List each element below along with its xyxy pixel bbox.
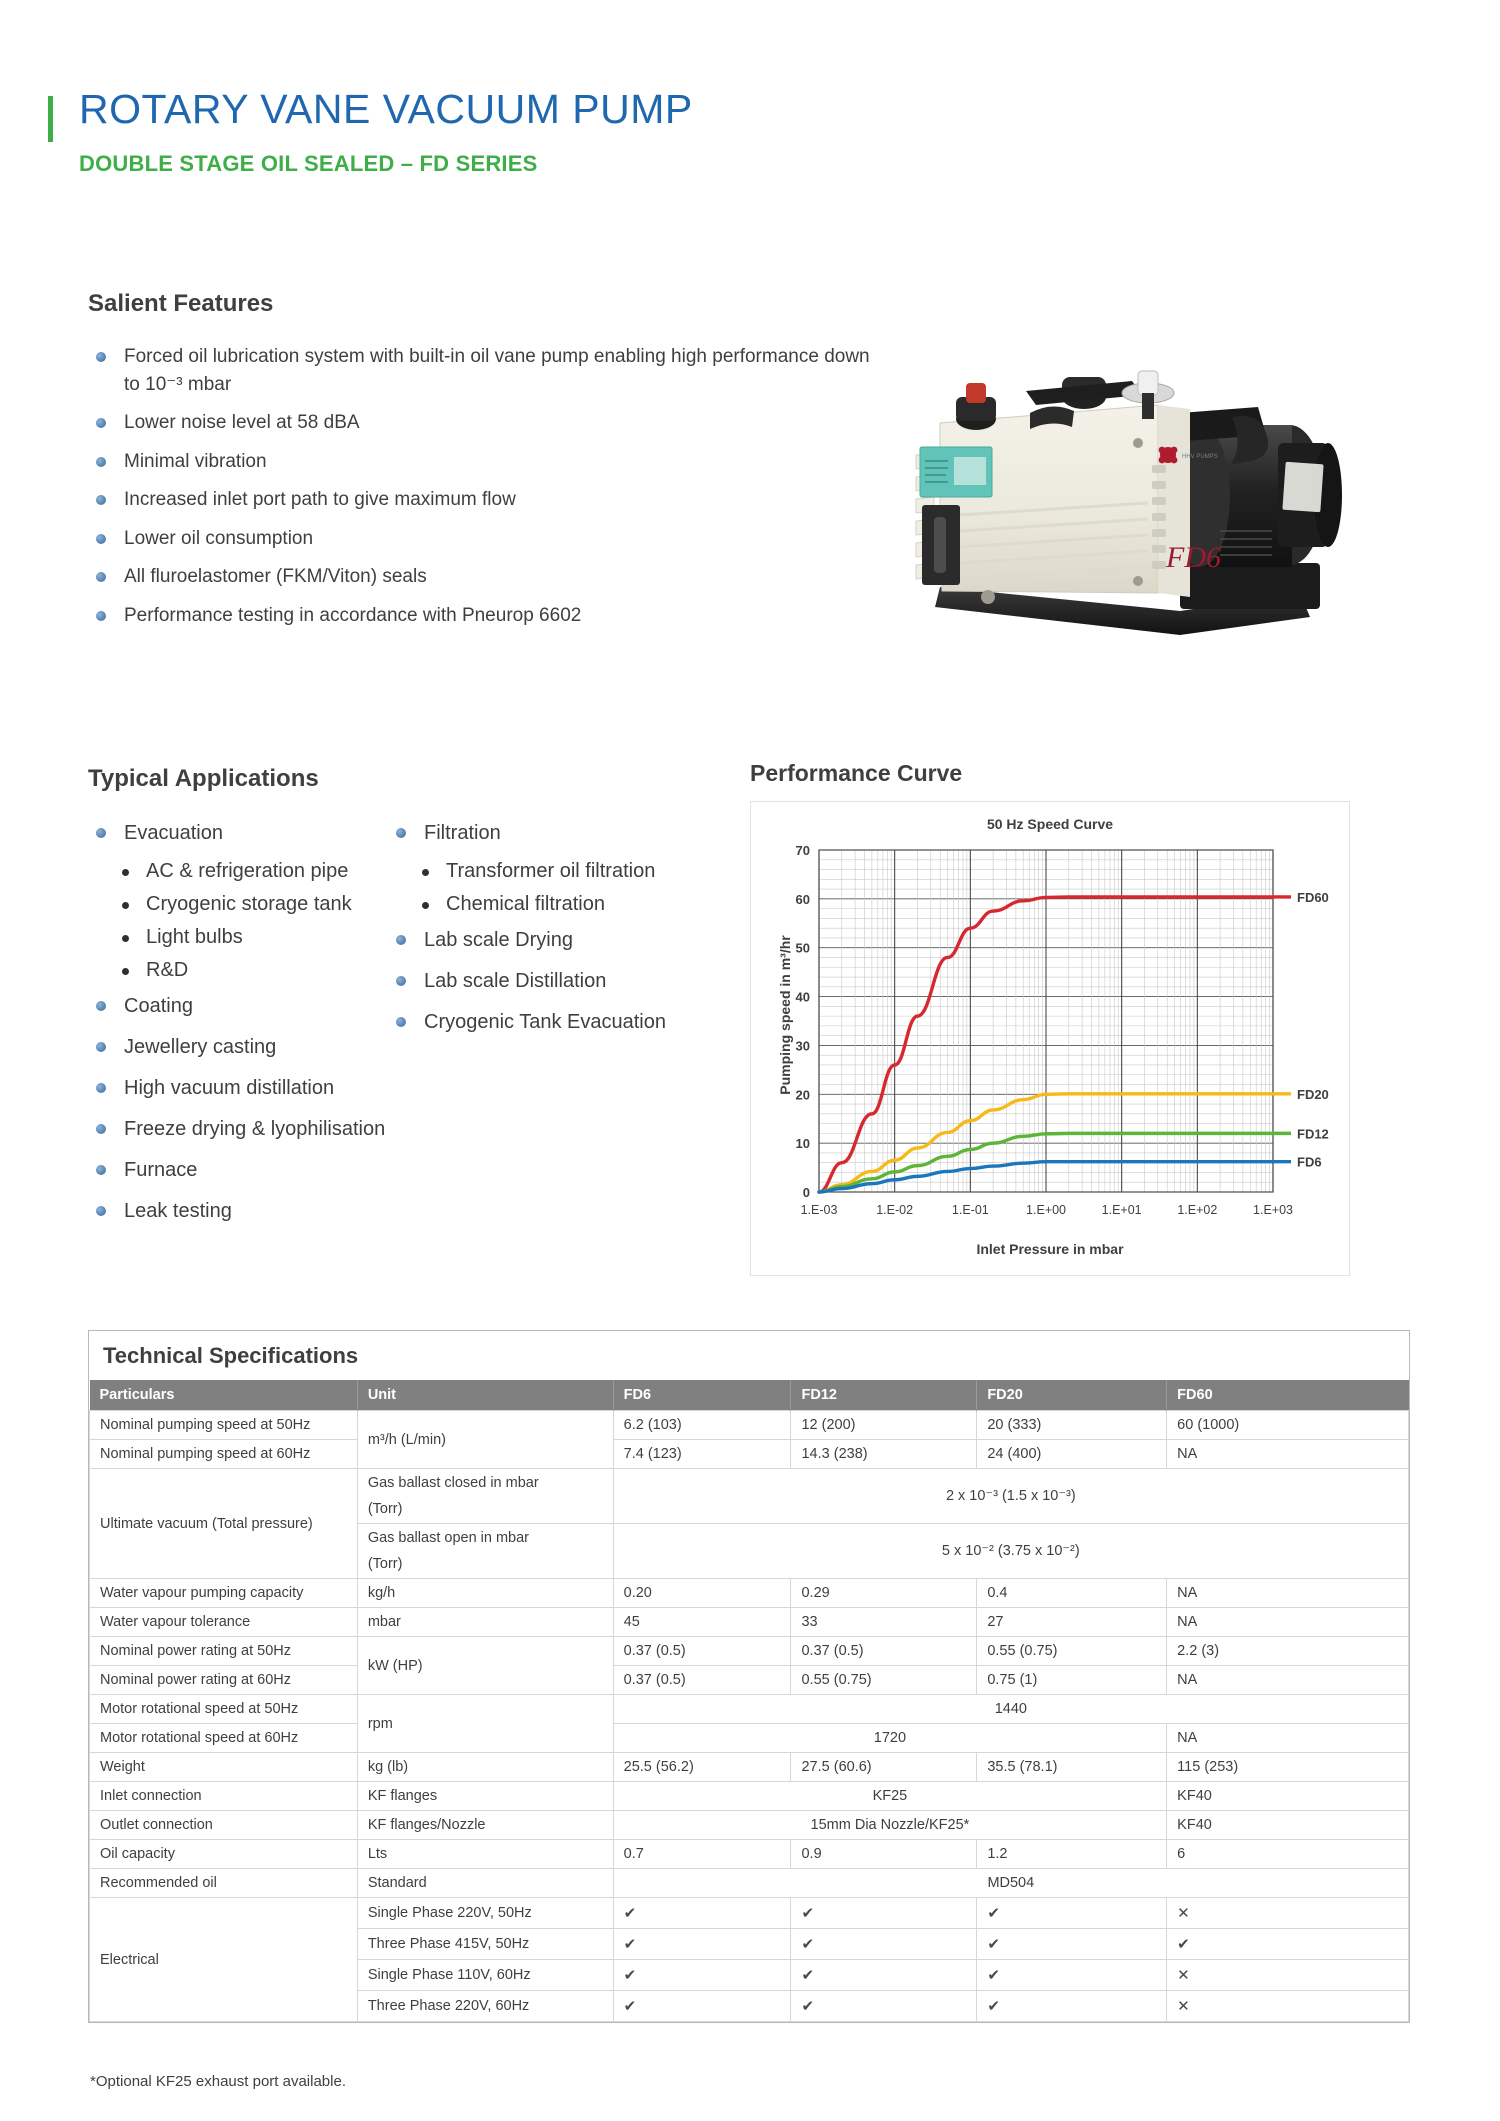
- cell-fd12: [791, 1991, 977, 2022]
- cell-unit: Lts: [357, 1840, 613, 1869]
- cell-fd6: [613, 1991, 791, 2022]
- y-tick-label: 0: [802, 1185, 810, 1200]
- cell-unit: mbar: [357, 1608, 613, 1637]
- check-icon: ✔: [987, 1905, 1000, 1922]
- subbullet-icon: [122, 968, 129, 975]
- cell-fd12: [791, 1929, 977, 1960]
- x-tick-label: 1.E+00: [1026, 1203, 1066, 1217]
- application-item: [88, 1197, 388, 1226]
- y-tick-label: 30: [795, 1038, 810, 1054]
- table-row: [90, 1695, 1409, 1724]
- application-label: High vacuum distillation: [124, 1077, 335, 1099]
- table-row: [90, 1440, 1409, 1469]
- table-row: [90, 1869, 1409, 1898]
- cell-fd20: [977, 1929, 1167, 1960]
- col-fd20: FD20: [977, 1380, 1167, 1411]
- bullet-icon: [96, 1165, 106, 1175]
- check-icon: ✔: [623, 1998, 637, 2015]
- cell-unit: kg (lb): [357, 1753, 613, 1782]
- application-subitem: [112, 926, 388, 949]
- cell-fd60: 115 (253): [1167, 1753, 1409, 1782]
- subbullet-icon: [122, 935, 129, 942]
- model-mark-text: FD6: [1166, 541, 1221, 574]
- table-header-row: [90, 1380, 1409, 1411]
- cell-fd20: [977, 1898, 1167, 1929]
- x-tick-label: 1.E-02: [876, 1203, 914, 1217]
- cell-fd6: 0.37 (0.5): [613, 1637, 791, 1666]
- application-subitem: [112, 893, 388, 916]
- application-item: [388, 967, 718, 996]
- col-fd6: FD6: [613, 1380, 791, 1411]
- cell-fd60: NA: [1167, 1440, 1409, 1469]
- cross-icon: ✕: [1177, 1998, 1190, 2015]
- cell-fd60: [1167, 1929, 1409, 1960]
- application-item: [388, 819, 718, 848]
- cell-fd6: 7.4 (123): [613, 1440, 791, 1469]
- green-accent-bar: [48, 96, 53, 142]
- cell-fd60: NA: [1167, 1724, 1409, 1753]
- page-subtitle: DOUBLE STAGE OIL SEALED – FD SERIES: [79, 151, 538, 177]
- feature-item: [88, 602, 878, 630]
- cell-particular: Inlet connection: [90, 1782, 358, 1811]
- table-row: [90, 1469, 1409, 1524]
- application-item: [88, 1115, 388, 1144]
- cell-fd60: 2.2 (3): [1167, 1637, 1409, 1666]
- col-unit: Unit: [357, 1380, 613, 1411]
- application-item: [88, 1033, 388, 1062]
- brand-mark-text: HHV PUMPS: [1182, 454, 1218, 460]
- chart-y-axis-label: Pumping speed in m³/hr: [777, 935, 793, 1095]
- cell-fd12: 14.3 (238): [791, 1440, 977, 1469]
- bullet-icon: [96, 1206, 106, 1216]
- bullet-icon: [396, 976, 406, 986]
- cell-particular: Nominal power rating at 50Hz: [90, 1637, 358, 1666]
- typical-applications-section: [88, 765, 728, 1238]
- applications-left-column: [88, 819, 388, 1238]
- cell-particular: Outlet connection: [90, 1811, 358, 1840]
- pump-illustration: [880, 335, 1370, 665]
- check-icon: ✔: [623, 1967, 637, 1984]
- cell-particular: Water vapour tolerance: [90, 1608, 358, 1637]
- cell-unit: KF flanges: [357, 1782, 613, 1811]
- cell-unit: Three Phase 220V, 60Hz: [357, 1991, 613, 2022]
- cell-fd12: 0.29: [791, 1579, 977, 1608]
- electrical-rows: [90, 1898, 1409, 2022]
- application-label: Lab scale Drying: [424, 929, 573, 951]
- table-row: [90, 1579, 1409, 1608]
- cell-particular: Oil capacity: [90, 1840, 358, 1869]
- page-title: ROTARY VANE VACUUM PUMP: [79, 86, 693, 132]
- cell-particular: Nominal pumping speed at 50Hz: [90, 1411, 358, 1440]
- cell-particular: Recommended oil: [90, 1869, 358, 1898]
- application-label: Coating: [124, 995, 193, 1017]
- application-label: Lab scale Distillation: [424, 970, 607, 992]
- cell-value-all: MD504: [613, 1869, 1408, 1898]
- application-item: [88, 992, 388, 1021]
- table-row: [90, 1411, 1409, 1440]
- cell-value-three: 15mm Dia Nozzle/KF25*: [613, 1811, 1167, 1840]
- application-label: Leak testing: [124, 1200, 232, 1222]
- table-row: [90, 1782, 1409, 1811]
- check-icon: ✔: [623, 1905, 637, 1922]
- application-label: Evacuation: [124, 822, 223, 844]
- cell-value-three: KF25: [613, 1782, 1167, 1811]
- bullet-icon: [96, 1042, 106, 1052]
- cell-fd6: 45: [613, 1608, 791, 1637]
- application-subitem: [412, 860, 718, 883]
- feature-item: [88, 563, 878, 591]
- cross-icon: ✕: [1177, 1967, 1190, 1984]
- table-row: [90, 1666, 1409, 1695]
- application-label: Furnace: [124, 1159, 198, 1181]
- technical-specifications: [88, 1330, 1410, 2023]
- table-row: [90, 1753, 1409, 1782]
- cell-unit: Gas ballast closed in mbar (Torr): [357, 1469, 613, 1524]
- chart-y-ticks: [796, 843, 810, 1200]
- cell-fd20: 1.2: [977, 1840, 1167, 1869]
- cell-fd20: 0.75 (1): [977, 1666, 1167, 1695]
- bullet-icon: [96, 1083, 106, 1093]
- feature-text: Performance testing in accordance with Pneurop 6602: [124, 604, 582, 626]
- chart-series-labels: [1273, 890, 1329, 1170]
- application-subitem: [112, 860, 388, 883]
- chart-title: 50 Hz Speed Curve: [986, 816, 1114, 832]
- cell-fd20: 0.4: [977, 1579, 1167, 1608]
- feature-item: [88, 409, 878, 437]
- features-list: [88, 343, 878, 629]
- cell-unit: KF flanges/Nozzle: [357, 1811, 613, 1840]
- cell-fd12: 0.9: [791, 1840, 977, 1869]
- cell-fd6: [613, 1960, 791, 1991]
- cell-value-all: 1440: [613, 1695, 1408, 1724]
- application-item: [388, 1008, 718, 1037]
- bullet-icon: [96, 418, 106, 428]
- feature-text: Minimal vibration: [124, 450, 267, 472]
- application-label: Cryogenic Tank Evacuation: [424, 1011, 666, 1033]
- cell-fd6: 0.37 (0.5): [613, 1666, 791, 1695]
- cell-fd6: 0.7: [613, 1840, 791, 1869]
- application-item: [388, 926, 718, 955]
- cell-particular: Motor rotational speed at 60Hz: [90, 1724, 358, 1753]
- application-label: Freeze drying & lyophilisation: [124, 1118, 386, 1140]
- table-footnote: *Optional KF25 exhaust port available.: [90, 2073, 346, 2090]
- cell-fd12: 27.5 (60.6): [791, 1753, 977, 1782]
- subbullet-icon: [422, 902, 429, 909]
- cell-fd12: 33: [791, 1608, 977, 1637]
- feature-item: [88, 448, 878, 476]
- application-subitem: [412, 893, 718, 916]
- cell-fd60: [1167, 1898, 1409, 1929]
- feature-item: [88, 343, 878, 398]
- series-legend-label-fd20: FD20: [1297, 1086, 1329, 1102]
- cell-fd12: 0.37 (0.5): [791, 1637, 977, 1666]
- bullet-icon: [396, 828, 406, 838]
- cell-fd6: 0.20: [613, 1579, 791, 1608]
- x-tick-label: 1.E+02: [1177, 1203, 1218, 1217]
- check-icon: ✔: [623, 1936, 637, 1953]
- cell-fd20: 27: [977, 1608, 1167, 1637]
- cell-unit: Standard: [357, 1869, 613, 1898]
- page-header: [48, 88, 693, 177]
- cell-fd6: 25.5 (56.2): [613, 1753, 791, 1782]
- chart-container: [750, 801, 1350, 1276]
- cell-fd20: 0.55 (0.75): [977, 1637, 1167, 1666]
- bullet-icon: [96, 572, 106, 582]
- feature-text: Forced oil lubrication system with built-in oil vane pump enabling high performance down to 10⁻³ mbar: [124, 346, 870, 395]
- features-heading: Salient Features: [88, 290, 274, 317]
- bullet-icon: [96, 457, 106, 467]
- application-label: Filtration: [424, 822, 501, 844]
- cell-fd60: 6: [1167, 1840, 1409, 1869]
- table-row: [90, 1724, 1409, 1753]
- check-icon: ✔: [987, 1967, 1000, 1984]
- bullet-icon: [96, 352, 106, 362]
- cell-fd60: NA: [1167, 1666, 1409, 1695]
- cell-unit: Three Phase 415V, 50Hz: [357, 1929, 613, 1960]
- cell-fd60: [1167, 1960, 1409, 1991]
- feature-text: Lower noise level at 58 dBA: [124, 412, 360, 434]
- bullet-icon: [396, 935, 406, 945]
- application-sublist: [388, 860, 718, 916]
- performance-heading: Performance Curve: [750, 760, 963, 786]
- table-row: [90, 1608, 1409, 1637]
- x-tick-label: 1.E+01: [1101, 1203, 1142, 1217]
- cell-particular: Water vapour pumping capacity: [90, 1579, 358, 1608]
- application-sublabel: Light bulbs: [146, 926, 243, 948]
- bullet-icon: [96, 534, 106, 544]
- y-tick-label: 20: [795, 1087, 810, 1103]
- bullet-icon: [96, 1124, 106, 1134]
- cell-particular: Ultimate vacuum (Total pressure): [90, 1469, 358, 1579]
- subbullet-icon: [122, 902, 129, 909]
- cell-fd12: 12 (200): [791, 1411, 977, 1440]
- cell-unit: Gas ballast open in mbar (Torr): [357, 1524, 613, 1579]
- check-icon: ✔: [801, 1905, 815, 1922]
- col-fd60: FD60: [1167, 1380, 1409, 1411]
- feature-item: [88, 525, 878, 553]
- check-icon: ✔: [801, 1998, 815, 2015]
- cell-value-three: 1720: [613, 1724, 1167, 1753]
- feature-item: [88, 486, 878, 514]
- series-legend-label-fd60: FD60: [1297, 889, 1329, 905]
- series-legend-label-fd12: FD12: [1297, 1126, 1329, 1142]
- y-tick-label: 50: [795, 940, 810, 956]
- cell-fd6: [613, 1929, 791, 1960]
- performance-curve-section: [750, 760, 1350, 1276]
- cell-fd12: [791, 1898, 977, 1929]
- cell-fd12: [791, 1960, 977, 1991]
- salient-features-section: [88, 290, 878, 640]
- specs-title: Technical Specifications: [89, 1331, 1409, 1380]
- cell-fd6: [613, 1898, 791, 1929]
- cell-fd20: [977, 1991, 1167, 2022]
- check-icon: ✔: [987, 1936, 1000, 1953]
- cross-icon: ✕: [1177, 1905, 1190, 1922]
- cell-fd20: 20 (333): [977, 1411, 1167, 1440]
- check-icon: ✔: [1177, 1936, 1190, 1953]
- cell-fd60: KF40: [1167, 1811, 1409, 1840]
- chart-x-axis-label: Inlet Pressure in mbar: [976, 1241, 1124, 1257]
- cell-fd60: NA: [1167, 1608, 1409, 1637]
- table-row: [90, 1811, 1409, 1840]
- cell-fd12: 0.55 (0.75): [791, 1666, 977, 1695]
- application-sublabel: R&D: [146, 959, 189, 981]
- cell-fd20: 24 (400): [977, 1440, 1167, 1469]
- bullet-icon: [96, 611, 106, 621]
- cell-value-all: 5 x 10⁻² (3.75 x 10⁻²): [613, 1524, 1408, 1579]
- application-sublabel: Cryogenic storage tank: [146, 893, 352, 915]
- cell-unit: rpm: [357, 1695, 613, 1753]
- bullet-icon: [396, 1017, 406, 1027]
- y-tick-label: 70: [795, 843, 810, 858]
- application-item: [88, 1074, 388, 1103]
- cell-particular: Electrical: [90, 1898, 358, 2022]
- y-tick-label: 60: [795, 891, 810, 907]
- cell-particular: Motor rotational speed at 50Hz: [90, 1695, 358, 1724]
- x-tick-label: 1.E-03: [800, 1203, 838, 1217]
- table-row: [90, 1840, 1409, 1869]
- cell-value-all: 2 x 10⁻³ (1.5 x 10⁻³): [613, 1469, 1408, 1524]
- cell-fd6: 6.2 (103): [613, 1411, 791, 1440]
- subbullet-icon: [122, 869, 129, 876]
- application-sublabel: Transformer oil filtration: [446, 860, 656, 882]
- chart-gridlines: [819, 850, 1273, 1192]
- x-tick-label: 1.E+03: [1253, 1203, 1293, 1217]
- application-sublabel: AC & refrigeration pipe: [146, 860, 349, 882]
- applications-right-column: [388, 819, 718, 1238]
- cell-fd60: NA: [1167, 1579, 1409, 1608]
- cell-particular: Weight: [90, 1753, 358, 1782]
- feature-text: Lower oil consumption: [124, 527, 314, 549]
- chart-x-ticks: [801, 1203, 1293, 1217]
- bullet-icon: [96, 828, 106, 838]
- feature-text: All fluroelastomer (FKM/Viton) seals: [124, 566, 427, 588]
- specs-table: [89, 1380, 1409, 2022]
- cell-unit: Single Phase 110V, 60Hz: [357, 1960, 613, 1991]
- application-subitem: [112, 959, 388, 982]
- check-icon: ✔: [987, 1998, 1000, 2015]
- cell-fd20: 35.5 (78.1): [977, 1753, 1167, 1782]
- application-item: [88, 819, 388, 848]
- check-icon: ✔: [801, 1967, 815, 1984]
- y-tick-label: 10: [795, 1136, 810, 1152]
- x-tick-label: 1.E-01: [951, 1203, 989, 1217]
- cell-unit: m³/h (L/min): [357, 1411, 613, 1469]
- cell-unit: Single Phase 220V, 50Hz: [357, 1898, 613, 1929]
- product-photo: [880, 335, 1370, 665]
- cell-fd20: [977, 1960, 1167, 1991]
- applications-heading: Typical Applications: [88, 765, 319, 792]
- application-sublabel: Chemical filtration: [446, 893, 605, 915]
- cell-particular: Nominal pumping speed at 60Hz: [90, 1440, 358, 1469]
- subbullet-icon: [422, 869, 429, 876]
- series-legend-label-fd6: FD6: [1297, 1154, 1322, 1170]
- bullet-icon: [96, 495, 106, 505]
- y-tick-label: 40: [795, 989, 810, 1005]
- application-sublist: [88, 860, 388, 982]
- application-label: Jewellery casting: [124, 1036, 277, 1058]
- cell-fd60: 60 (1000): [1167, 1411, 1409, 1440]
- application-item: [88, 1156, 388, 1185]
- cell-fd60: KF40: [1167, 1782, 1409, 1811]
- bullet-icon: [96, 1001, 106, 1011]
- table-row: [90, 1898, 1409, 1929]
- cell-unit: kg/h: [357, 1579, 613, 1608]
- check-icon: ✔: [801, 1936, 815, 1953]
- cell-particular: Nominal power rating at 60Hz: [90, 1666, 358, 1695]
- cell-fd60: [1167, 1991, 1409, 2022]
- cell-unit: kW (HP): [357, 1637, 613, 1695]
- table-row: [90, 1637, 1409, 1666]
- chart-svg: [751, 802, 1351, 1277]
- col-particulars: Particulars: [90, 1380, 358, 1411]
- col-fd12: FD12: [791, 1380, 977, 1411]
- feature-text: Increased inlet port path to give maximum flow: [124, 489, 516, 511]
